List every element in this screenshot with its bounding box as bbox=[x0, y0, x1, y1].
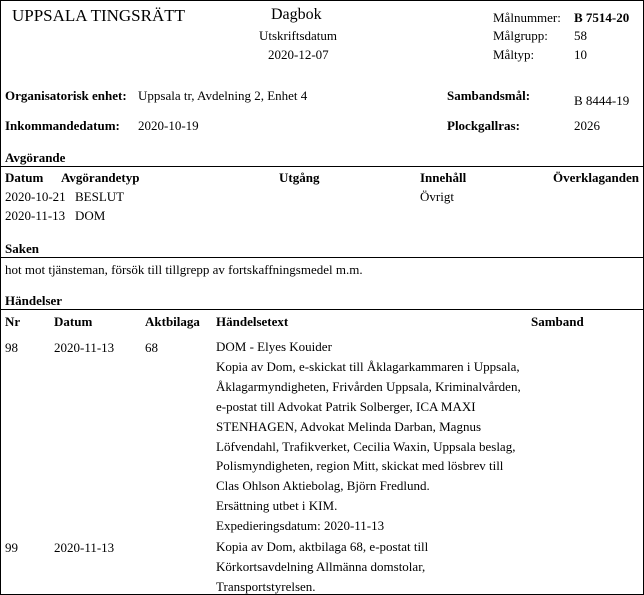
event-text-line: Clas Ohlson Aktiebolag, Björn Fredlund. bbox=[216, 478, 430, 494]
event-text bbox=[216, 337, 521, 536]
incoming-date-label: Inkommandedatum: bbox=[5, 118, 120, 133]
event-text-line: Kopia av Dom, e-skickat till Åklagarkammaren i Uppsala, bbox=[216, 358, 520, 374]
decisions-col-date: Datum bbox=[5, 170, 44, 185]
event-text-line: Körkortsavdelning Allmänna domstolar, bbox=[216, 558, 426, 574]
court-name: UPPSALA TINGSRÄTT bbox=[12, 6, 186, 25]
event-nr: 98 bbox=[5, 340, 18, 355]
document-title: Dagbok bbox=[271, 6, 322, 23]
org-unit-label: Organisatorisk enhet: bbox=[5, 88, 127, 103]
events-section-title: Händelser bbox=[5, 293, 63, 308]
events-col-attachment: Aktbilaga bbox=[145, 314, 200, 329]
decisions-col-content: Innehåll bbox=[420, 170, 467, 185]
case-group: 58 bbox=[574, 28, 587, 43]
case-group-label: Målgrupp: bbox=[493, 28, 548, 43]
events-col-link: Samband bbox=[531, 314, 584, 329]
event-nr: 99 bbox=[5, 540, 18, 555]
event-text bbox=[216, 537, 428, 595]
decisions-col-type: Avgörandetyp bbox=[61, 170, 140, 185]
joined-case-value: B 8444-19 bbox=[574, 93, 630, 108]
event-date: 2020-11-13 bbox=[54, 540, 115, 555]
event-date: 2020-11-13 bbox=[54, 340, 115, 355]
event-text-line: STENHAGEN, Advokat Melinda Darban, Magnus bbox=[216, 418, 482, 434]
case-number: B 7514-20 bbox=[574, 10, 630, 25]
print-date-label: Utskriftsdatum bbox=[259, 28, 337, 43]
event-text-line: DOM - Elyes Kouider bbox=[216, 339, 332, 354]
divider bbox=[1, 166, 643, 167]
divider bbox=[1, 309, 643, 310]
matter-section-title: Saken bbox=[5, 241, 39, 256]
event-text-line: Löfvendahl, Trafikverket, Cecilia Waxin, Uppsala beslag, bbox=[216, 438, 516, 454]
pick-culling-value: 2026 bbox=[574, 118, 600, 133]
case-number-label: Målnummer: bbox=[493, 10, 561, 25]
decision-type: DOM bbox=[75, 208, 106, 223]
decision-content: Övrigt bbox=[420, 189, 454, 204]
case-type: 10 bbox=[574, 47, 587, 62]
decisions-col-appeals: Överklaganden bbox=[553, 170, 639, 185]
joined-case-label: Sambandsmål: bbox=[447, 88, 531, 103]
decision-date: 2020-11-13 bbox=[5, 208, 66, 223]
print-date: 2020-12-07 bbox=[268, 47, 329, 62]
divider bbox=[1, 257, 643, 258]
event-text-line: e-postat till Advokat Patrik Solberger, ICA MAXI bbox=[216, 398, 476, 414]
event-text-line: Åklagarmyndigheten, Frivården Uppsala, Kriminalvården, bbox=[216, 378, 521, 394]
decision-type: BESLUT bbox=[75, 189, 125, 204]
events-col-text: Händelsetext bbox=[216, 314, 289, 329]
decisions-col-outcome: Utgång bbox=[279, 170, 320, 185]
decision-date: 2020-10-21 bbox=[5, 189, 66, 204]
event-text-line: Transportstyrelsen. bbox=[216, 578, 316, 594]
decisions-section-title: Avgörande bbox=[5, 150, 66, 165]
events-col-nr: Nr bbox=[5, 314, 21, 329]
event-text-line: Ersättning utbet i KIM. bbox=[216, 498, 338, 514]
matter-text: hot mot tjänsteman, försök till tillgrepp av fortskaffningsmedel m.m. bbox=[5, 262, 363, 277]
event-text-line: Expedieringsdatum: 2020-11-13 bbox=[216, 518, 385, 534]
pick-culling-label: Plockgallras: bbox=[447, 118, 520, 133]
event-text-line: Kopia av Dom, aktbilaga 68, e-postat till bbox=[216, 539, 429, 554]
org-unit-value: Uppsala tr, Avdelning 2, Enhet 4 bbox=[138, 88, 308, 103]
incoming-date-value: 2020-10-19 bbox=[138, 118, 199, 133]
events-col-date: Datum bbox=[54, 314, 93, 329]
event-text-line: Polismyndigheten, region Mitt, skickat med lösbrev till bbox=[216, 458, 504, 474]
case-type-label: Måltyp: bbox=[493, 47, 535, 62]
event-attachment: 68 bbox=[145, 340, 158, 355]
